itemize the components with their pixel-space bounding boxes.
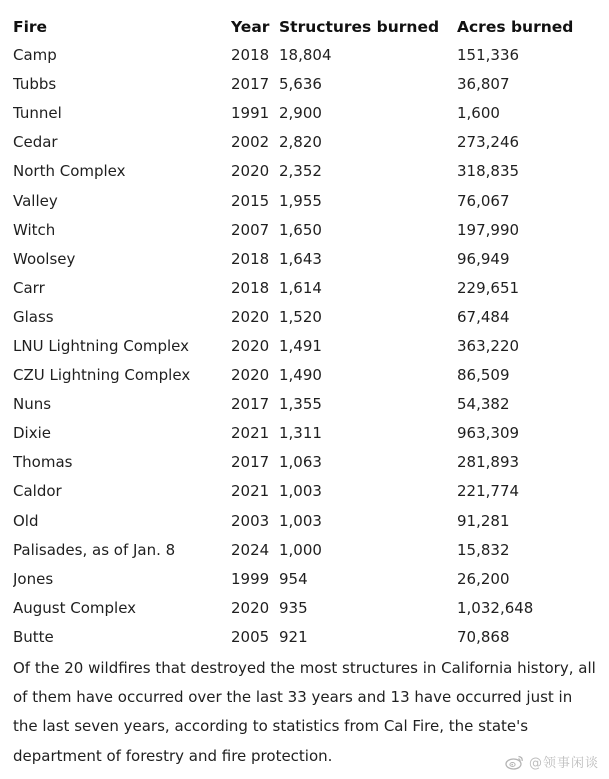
cell-fire: Woolsey [13,249,76,268]
cell-structures: 5,636 [279,75,322,94]
cell-structures: 1,063 [279,453,322,472]
cell-acres: 318,835 [457,162,520,181]
cell-year: 2005 [231,627,270,646]
cell-structures: 2,820 [279,133,322,152]
cell-year: 1999 [231,569,270,588]
cell-year: 2007 [231,220,270,239]
cell-acres: 151,336 [457,46,520,65]
header-structures: Structures burned [279,18,440,36]
cell-structures: 1,003 [279,511,322,530]
cell-structures: 921 [279,627,308,646]
cell-fire: Old [13,511,39,530]
cell-fire: Cedar [13,133,58,152]
cell-fire: Butte [13,627,54,646]
cell-fire: Camp [13,46,57,65]
cell-fire: LNU Lightning Complex [13,336,190,355]
table-row [13,41,603,70]
cell-acres: 1,032,648 [457,598,534,617]
cell-structures: 1,000 [279,540,322,559]
table-body [13,41,603,652]
cell-year: 2017 [231,453,270,472]
table-row [13,216,603,245]
table-row [13,623,603,652]
cell-fire: North Complex [13,162,126,181]
cell-structures: 1,520 [279,307,322,326]
cell-acres: 86,509 [457,366,510,385]
cell-acres: 197,990 [457,220,520,239]
table-caption: Of the 20 wildfires that destroyed the most structures in California history, all of them have occurred over the last 33 years and 13 have occurred just in the last seven years, according to statistics from Cal Fire, the state's department of forestry and fire protection. [13,659,596,765]
cell-year: 2021 [231,482,270,501]
cell-year: 2018 [231,249,270,268]
cell-acres: 96,949 [457,249,510,268]
cell-year: 1991 [231,104,270,123]
cell-acres: 36,807 [457,75,510,94]
cell-year: 2020 [231,598,270,617]
cell-fire: Palisades, as of Jan. 8 [13,540,176,559]
table-row [13,245,603,274]
table-row [13,274,603,303]
table-row [13,361,603,390]
cell-year: 2017 [231,75,270,94]
table-row [13,99,603,128]
cell-year: 2020 [231,336,270,355]
cell-fire: Caldor [13,482,62,501]
cell-year: 2024 [231,540,270,559]
table-row [13,332,603,361]
header-acres: Acres burned [457,18,574,36]
cell-fire: Jones [13,569,54,588]
cell-fire: Carr [13,278,45,297]
cell-fire: CZU Lightning Complex [13,366,191,385]
cell-acres: 229,651 [457,278,520,297]
cell-structures: 2,900 [279,104,322,123]
cell-acres: 1,600 [457,104,500,123]
cell-year: 2015 [231,191,270,210]
cell-fire: Valley [13,191,58,210]
cell-structures: 1,490 [279,366,322,385]
table-row [13,70,603,99]
cell-fire: Tunnel [13,104,62,123]
table-row [13,157,603,186]
cell-year: 2021 [231,424,270,443]
fires-table [13,13,603,652]
header-fire: Fire [13,18,48,36]
cell-structures: 1,643 [279,249,322,268]
cell-acres: 76,067 [457,191,510,210]
watermark [505,752,599,771]
cell-acres: 26,200 [457,569,510,588]
cell-fire: Glass [13,307,54,326]
cell-fire: Thomas [13,453,73,472]
table-row [13,419,603,448]
cell-year: 2018 [231,46,270,65]
cell-structures: 1,955 [279,191,322,210]
fires-table-container [13,13,603,652]
cell-structures: 18,804 [279,46,332,65]
cell-fire: August Complex [13,598,137,617]
cell-structures: 1,491 [279,336,322,355]
table-row [13,186,603,215]
cell-structures: 1,355 [279,395,322,414]
cell-acres: 70,868 [457,627,510,646]
cell-structures: 1,311 [279,424,322,443]
header-year: Year [231,18,270,36]
cell-acres: 91,281 [457,511,510,530]
cell-structures: 935 [279,598,308,617]
table-row [13,390,603,419]
table-row [13,303,603,332]
table-row [13,565,603,594]
cell-structures: 1,003 [279,482,322,501]
table-row [13,536,603,565]
cell-year: 2002 [231,133,270,152]
cell-structures: 1,650 [279,220,322,239]
table-row [13,448,603,477]
cell-acres: 963,309 [457,424,520,443]
cell-year: 2020 [231,366,270,385]
table-row [13,128,603,157]
cell-acres: 281,893 [457,453,520,472]
table-row [13,594,603,623]
cell-year: 2020 [231,307,270,326]
table-row [13,477,603,506]
table-row [13,507,603,536]
cell-fire: Tubbs [13,75,57,94]
cell-acres: 273,246 [457,133,520,152]
cell-year: 2020 [231,162,270,181]
cell-fire: Dixie [13,424,51,443]
cell-acres: 363,220 [457,336,520,355]
watermark-text: @领事闲谈 [528,756,599,771]
cell-structures: 2,352 [279,162,322,181]
cell-structures: 954 [279,569,308,588]
cell-acres: 67,484 [457,307,510,326]
cell-acres: 54,382 [457,395,510,414]
weibo-logo-icon [505,754,525,770]
cell-acres: 15,832 [457,540,510,559]
cell-year: 2003 [231,511,270,530]
table-header-row [13,13,603,41]
cell-structures: 1,614 [279,278,322,297]
cell-fire: Nuns [13,395,52,414]
cell-fire: Witch [13,220,56,239]
cell-acres: 221,774 [457,482,520,501]
cell-year: 2017 [231,395,270,414]
cell-year: 2018 [231,278,270,297]
